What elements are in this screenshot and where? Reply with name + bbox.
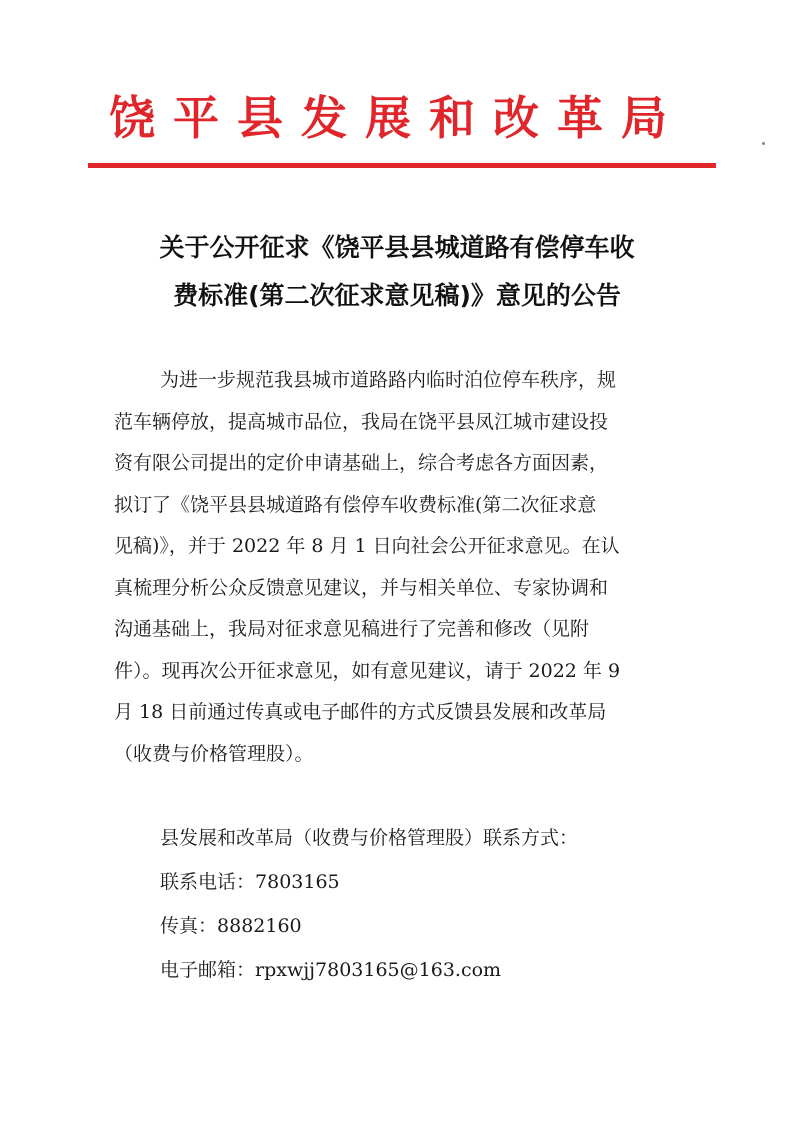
body-line: 月 18 日前通过传真或电子邮件的方式反馈县发展和改革局 [114,701,607,723]
body-line: 件）。现再次公开征求意见，如有意见建议，请于 2022 年 9 [114,659,621,682]
body-line: 资有限公司提出的定价申请基础上，综合考虑各方面因素， [114,452,609,474]
body-line: 范车辆停放，提高城市品位，我局在饶平县凤江城市建设投 [114,410,609,433]
contact-fax-row [160,904,700,948]
body-line: （收费与价格管理股）。 [114,742,314,765]
body-line: 为进一步规范我县城市道路路内临时泊位停车秩序，规 [160,369,617,391]
contact-phone-label: 联系电话： [160,871,256,893]
scan-speck [762,142,765,145]
contact-phone-row [160,860,700,904]
contact-phone-value: 7803165 [255,871,340,893]
letterhead-divider [88,163,716,168]
body-line: 沟通基础上，我局对征求意见稿进行了完善和修改（见附 [114,618,590,640]
document-title-line-1: 关于公开征求《饶平县县城道路有偿停车收 [159,233,635,262]
body-line: 拟订了《饶平县县城道路有偿停车收费标准(第二次征求意 [114,493,597,516]
body-line: 见稿)》，并于 2022 年 8 月 1 日向社会公开征求意见。在认 [114,535,620,557]
document-title-line-2: 费标准(第二次征求意见稿)》意见的公告 [173,281,621,310]
contact-fax-label: 传真： [160,915,218,937]
contact-block [160,816,700,992]
contact-email-value: rpxwjj7803165@163.com [255,959,502,981]
document-title [100,224,694,320]
letterhead-org-name: 饶平县发展和改革局 [109,91,685,145]
announcement-body [114,360,684,775]
contact-email-row [160,948,700,992]
contact-heading: 县发展和改革局（收费与价格管理股）联系方式： [160,827,579,849]
body-line: 真梳理分析公众反馈意见建议，并与相关单位、专家协调和 [114,576,609,599]
contact-email-label: 电子邮箱： [160,959,256,981]
contact-fax-value: 8882160 [217,915,302,937]
